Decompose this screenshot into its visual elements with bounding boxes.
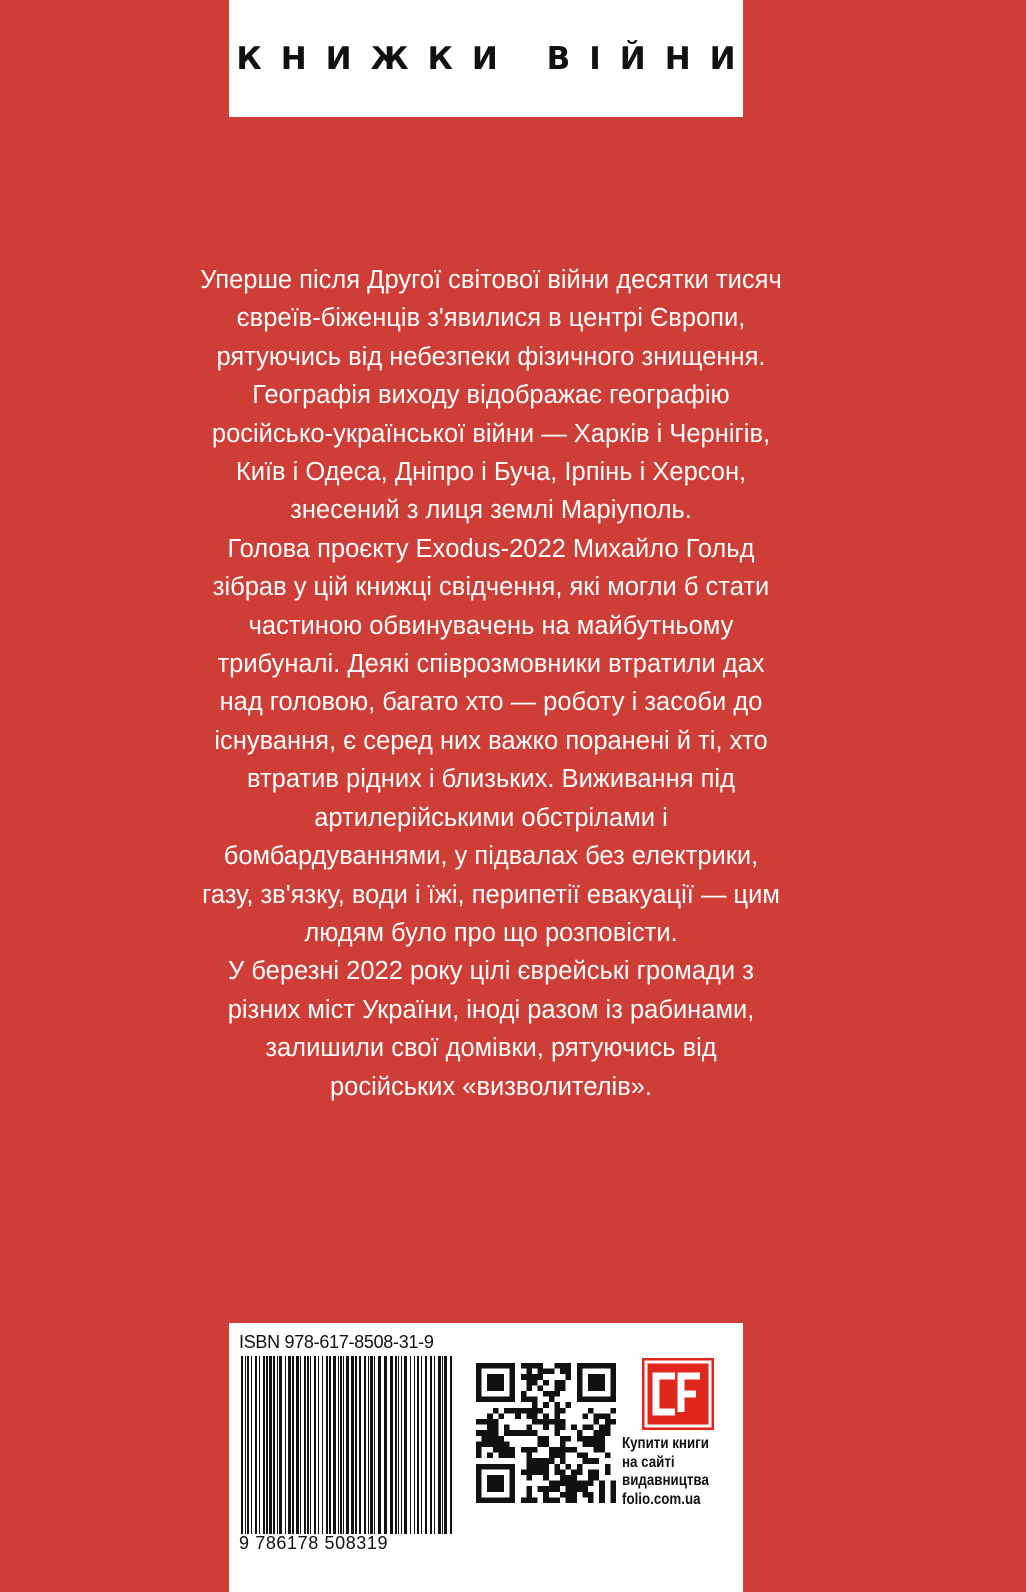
isbn-label: ISBN 978-617-8508-31-9 — [239, 1332, 434, 1352]
barcode-icon — [239, 1356, 457, 1534]
qr-code-icon[interactable] — [476, 1363, 616, 1503]
buy-line-1: Купити книги — [622, 1435, 709, 1452]
barcode-digits: 9 786178 508319 — [239, 1533, 389, 1553]
buy-books-text[interactable] — [622, 1435, 725, 1509]
blurb-paragraph-1: Уперше після Другої світової війни десятки тисяч євреїв-біженців з'явилися в центрі Європи, рятуючись від небезпеки фізичного знищення. Географія виходу відображає географію російсько-української війни — Харків і Чернігів, Київ і Одеса, Дніпро і Буча, Ірпінь і Херсон, знесений з лиця землі Маріуполь. — [200, 266, 782, 525]
back-cover-blurb — [200, 261, 782, 1106]
isbn-panel — [229, 1323, 743, 1592]
folio-cf-logo — [642, 1358, 714, 1430]
buy-line-3: видавництва — [622, 1472, 709, 1489]
buy-line-4[interactable]: folio.com.ua — [622, 1490, 701, 1508]
series-banner — [229, 0, 755, 117]
series-title: КНИЖКИ ВІЙНИ — [236, 40, 755, 77]
blurb-paragraph-3: У березні 2022 року цілі єврейські громади з різних міст України, іноді разом із рабинами, залишили свої домівки, рятуючись від російських «визволителів». — [227, 957, 755, 1101]
buy-line-2: на сайті — [622, 1453, 675, 1471]
blurb-paragraph-2: Голова проєкту Exodus-2022 Михайло Гольд зібрав у цій книжці свідчення, які могли б стати частиною обвинувачень на майбутньому трибуналі. Деякі співрозмовники втратили дах над головою, багато хто — роботу і засоби до існування, є серед них важко поранені й ті, хто втратив рідних і близьких. Виживання під артилерійськими обстрілами і бомбардуваннями, у підвалах без електрики, газу, зв'язку, води і їжі, перипетії евакуації — цим людям було про що розповісти. — [202, 534, 780, 947]
